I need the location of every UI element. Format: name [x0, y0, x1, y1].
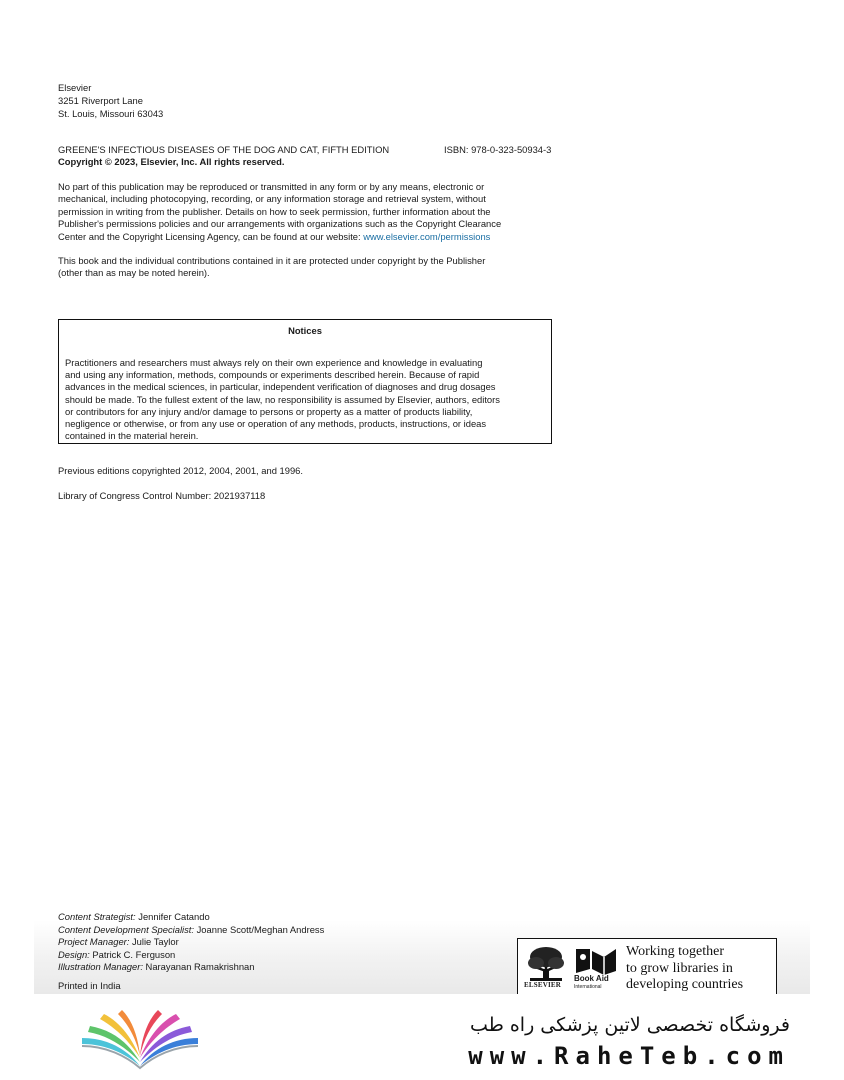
credit-name: Narayanan Ramakrishnan — [142, 961, 255, 972]
slogan-line: developing countries — [626, 977, 744, 992]
credit-role: Design: — [58, 948, 90, 960]
notices-line: Practitioners and researchers must always rely on their own experience and knowledge in evaluating — [65, 357, 483, 368]
store-name: فروشگاه تخصصی لاتین پزشکی راه طب — [470, 1014, 790, 1036]
permissions-line: mechanical, including photocopying, recording, or any information storage and retrieval system, without — [58, 193, 486, 205]
book-aid-sub: International — [574, 984, 602, 990]
book-aid-box — [517, 938, 777, 994]
website-url[interactable]: www.RaheTeb.com — [468, 1042, 790, 1070]
credit-line — [58, 961, 324, 974]
notices-title: Notices — [288, 325, 322, 336]
permissions-line-prefix: Center and the Copyright Licensing Agency, can be found at our website: — [58, 230, 364, 242]
notices-box — [58, 319, 552, 444]
permissions-line: Publisher's permissions policies and our arrangements with organizations such as the Copyright Clearance — [58, 218, 502, 230]
publisher-name: Elsevier — [58, 82, 92, 93]
notices-line: negligence or otherwise, or from any use or operation of any methods, products, instructions, or ideas — [65, 418, 487, 430]
permissions-paragraph — [58, 181, 548, 243]
permissions-line: No part of this publication may be reproduced or transmitted in any form or by any means, electronic or — [58, 181, 485, 192]
notices-body — [65, 357, 500, 442]
watermark-footer — [0, 994, 844, 1080]
credit-role: Illustration Manager: — [58, 961, 143, 972]
production-credits — [58, 911, 324, 974]
previous-editions: Previous editions copyrighted 2012, 2004, 2001, and 1996. — [58, 465, 303, 476]
protection-paragraph — [58, 255, 548, 280]
isbn: ISBN: 978-0-323-50934-3 — [444, 144, 552, 155]
notices-line: or contributors for any injury and/or damage to persons or property as a matter of products liability, — [65, 405, 473, 417]
copyright-line: Copyright © 2023, Elsevier, Inc. All rights reserved. — [58, 156, 285, 167]
credit-line — [58, 911, 324, 924]
printed-in: Printed in India — [58, 980, 121, 991]
credit-role: Project Manager: — [58, 936, 130, 947]
protection-line: This book and the individual contributions contained in it are protected under copyright by the Publisher — [58, 255, 486, 266]
book-title: GREENE'S INFECTIOUS DISEASES OF THE DOG AND CAT, FIFTH EDITION — [58, 144, 390, 155]
notices-line: advances in the medical sciences, in particular, independent verification of diagnoses and drug dosages — [65, 381, 496, 393]
permissions-line: permission in writing from the publisher. Details on how to seek permission, further information about the — [58, 205, 491, 217]
publisher-city: St. Louis, Missouri 63043 — [58, 108, 164, 119]
loc-control-number: Library of Congress Control Number: 2021937118 — [58, 490, 266, 501]
credit-role: Content Strategist: — [58, 911, 136, 922]
credit-role: Content Development Specialist: — [58, 923, 195, 935]
open-book-logo-icon — [78, 1008, 202, 1070]
slogan-line: to grow libraries in — [626, 960, 733, 976]
notices-line: should be made. To the fullest extent of the law, no responsibility is assumed by Elsevier, authors, editors — [65, 393, 500, 405]
credit-name: Julie Taylor — [129, 936, 179, 947]
credit-name: Jennifer Catando — [135, 911, 210, 922]
book-aid-name: Book Aid — [574, 974, 609, 983]
notices-line: contained in the material herein. — [65, 430, 199, 442]
credit-line — [58, 924, 324, 937]
permissions-link[interactable]: www.elsevier.com/permissions — [363, 230, 491, 242]
credit-line — [58, 936, 324, 949]
credit-name: Joanne Scott/Meghan Andress — [194, 923, 325, 935]
protection-line: (other than as may be noted herein). — [58, 267, 210, 279]
book-aid-slogan — [626, 944, 743, 994]
publisher-street: 3251 Riverport Lane — [58, 95, 143, 106]
slogan-line: Working together — [626, 944, 725, 959]
credit-name: Patrick C. Ferguson — [89, 948, 176, 960]
notices-line: and using any information, methods, compounds or experiments described herein. Because of rapid — [65, 369, 480, 381]
credit-line — [58, 949, 324, 962]
permissions-line-last — [58, 231, 548, 243]
elsevier-wordmark: ELSEVIER — [524, 981, 562, 989]
